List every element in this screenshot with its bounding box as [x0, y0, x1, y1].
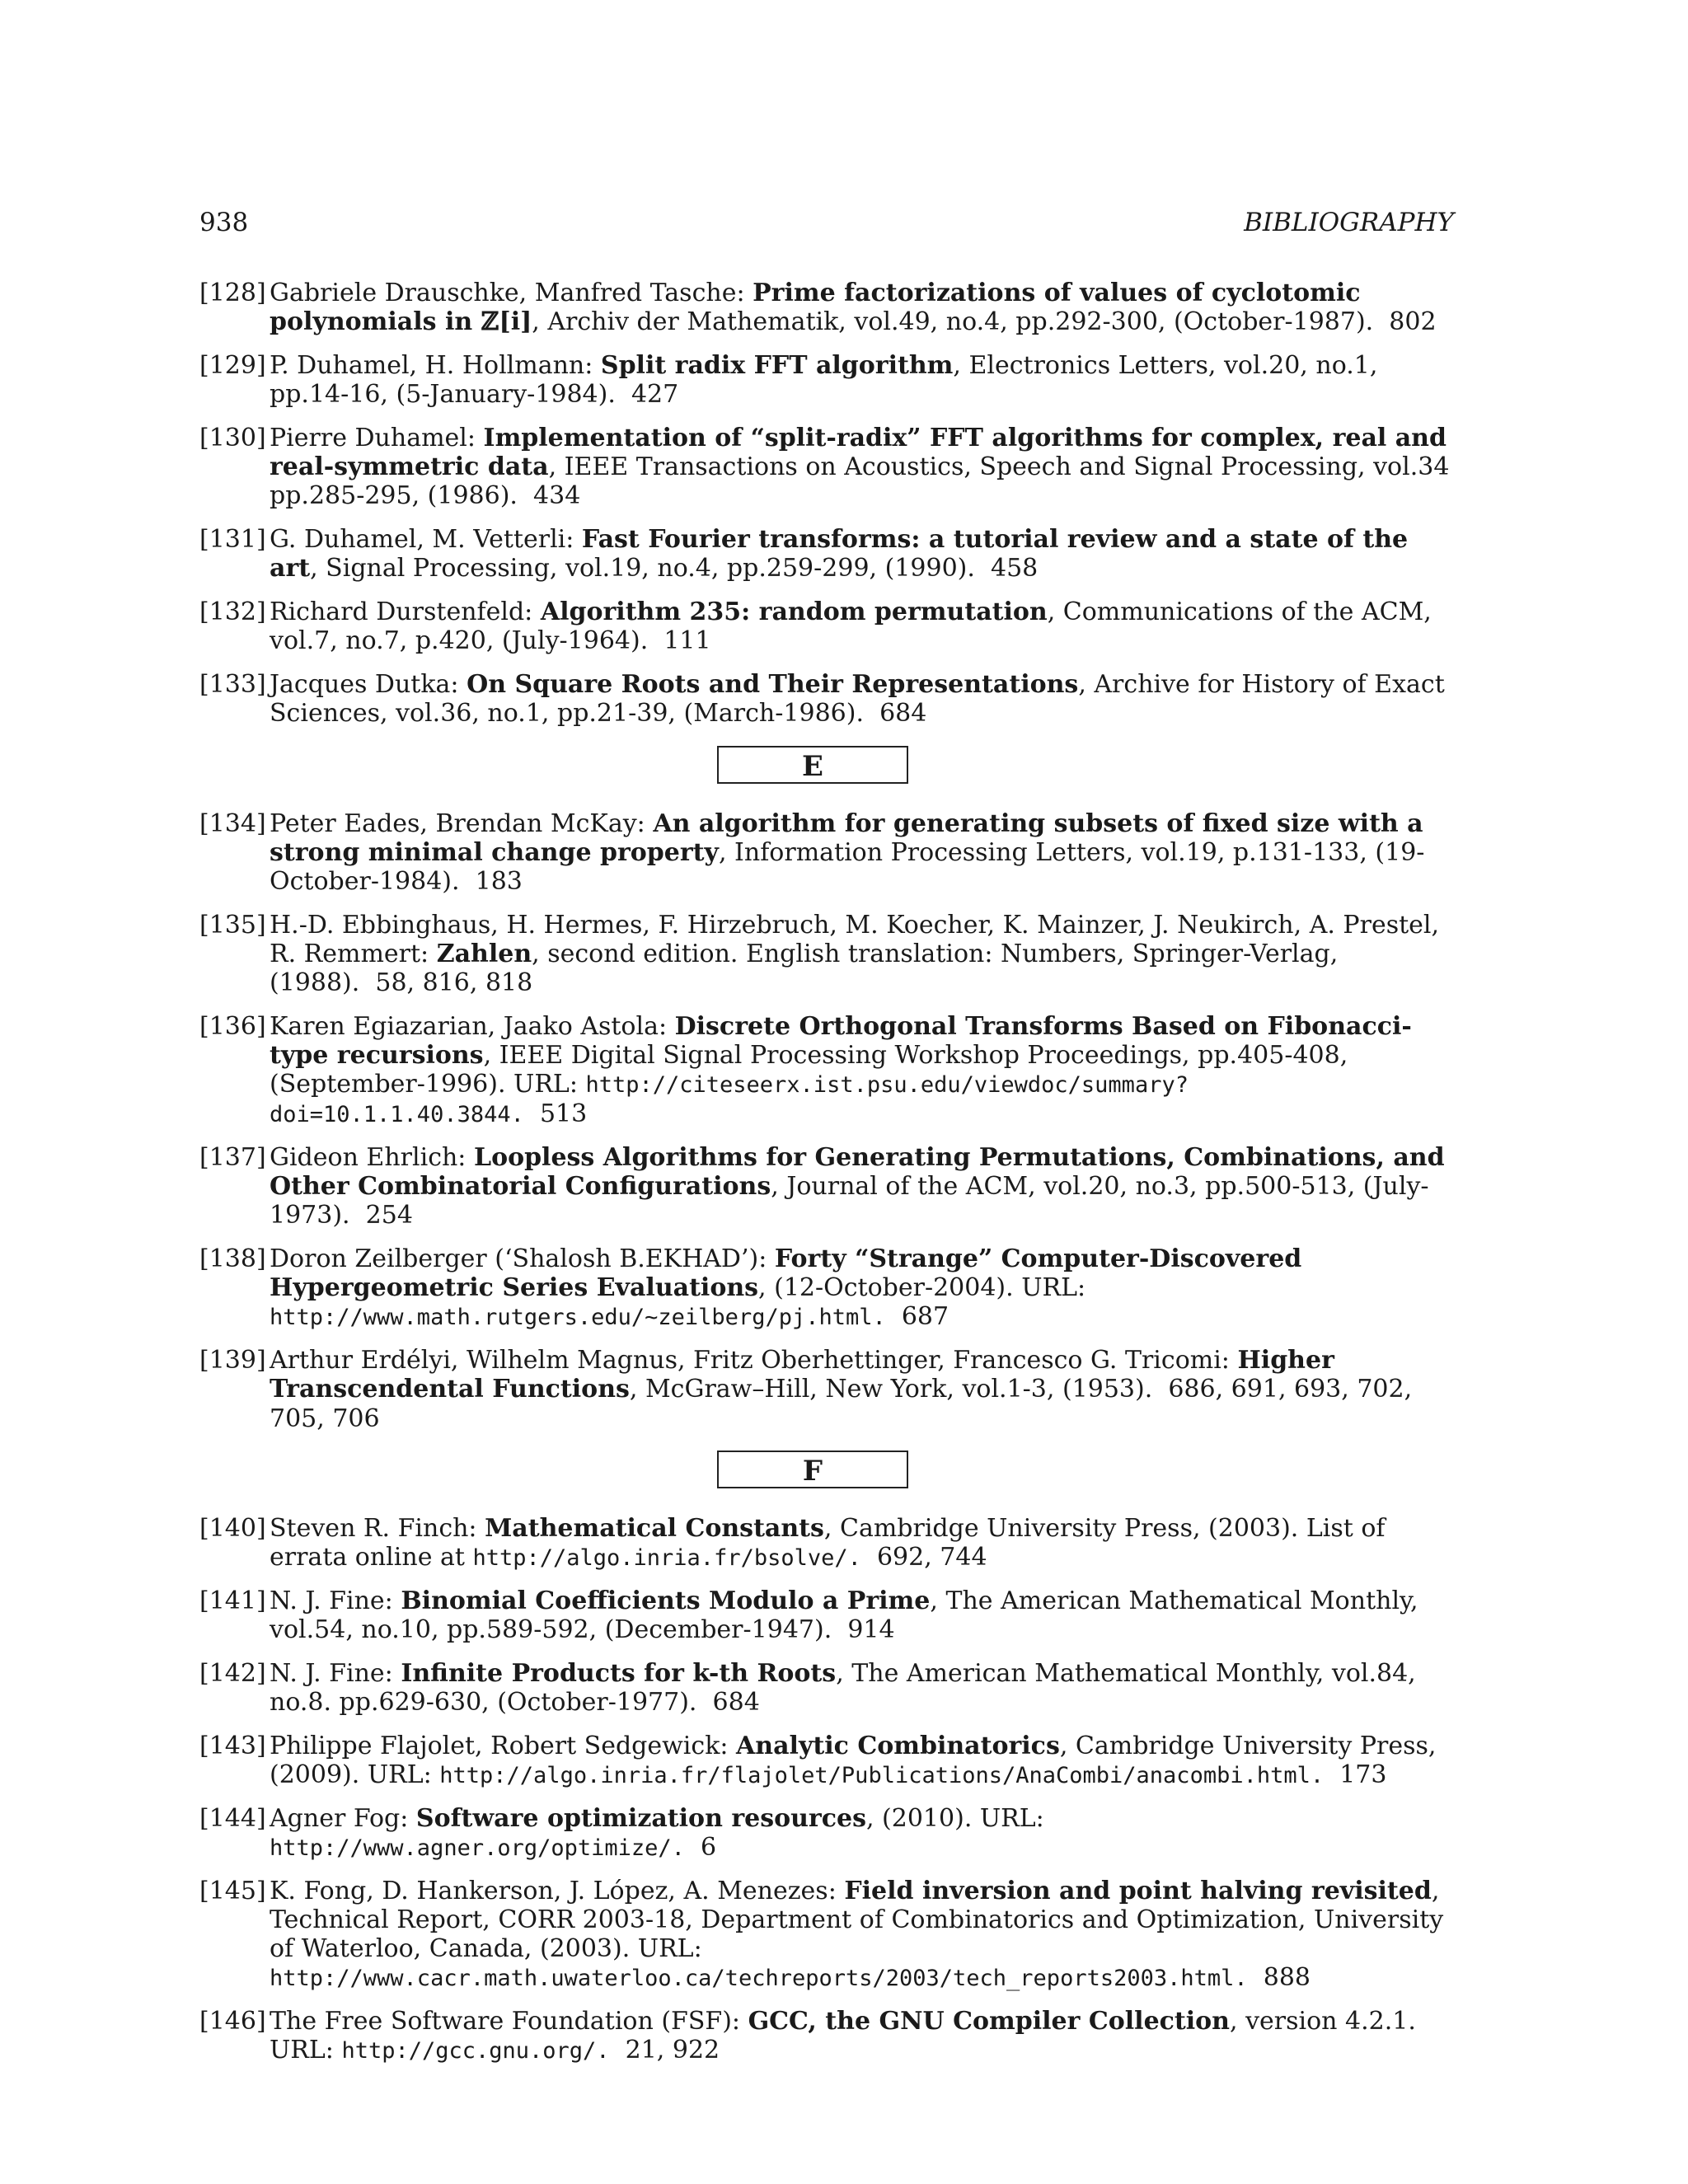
ref-number: [146] [199, 2007, 266, 2036]
ref-number: [140] [199, 1514, 266, 1543]
ref-pages: 21, 922 [625, 2036, 720, 2064]
ref-title: Mathematical Constants [485, 1514, 824, 1543]
ref-number: [145] [199, 1877, 266, 1905]
reference-entry [199, 1732, 1454, 1790]
ref-url[interactable]: http://algo.inria.fr/flajolet/Publications/AnaCombi/anacombi.html. [439, 1763, 1325, 1788]
ref-details: , Technical Report, CORR 2003-18, Department of Combinatorics and Optimization, University of Waterloo, Canada, (2003). URL: [270, 1877, 1444, 1963]
ref-pages: 254 [365, 1201, 413, 1230]
ref-details: , Archive for History of Exact Sciences, vol.36, no.1, pp.21-39, (March-1986). [270, 670, 1445, 728]
ref-authors: Philippe Flajolet, Robert Sedgewick: [270, 1732, 737, 1760]
ref-title: Discrete Orthogonal Transforms Based on Fibonacci-type recursions [270, 1012, 1412, 1070]
ref-number: [138] [199, 1244, 266, 1273]
ref-title: Forty “Strange” Computer-Discovered Hypergeometric Series Evaluations [270, 1244, 1302, 1302]
ref-authors: Richard Durstenfeld: [270, 598, 541, 626]
reference-list [199, 279, 1454, 2079]
ref-pages: 686, 691, 693, 702, 705, 706 [270, 1375, 1413, 1433]
ref-details: , second edition. English translation: Numbers, Springer-Verlag, (1988). [270, 940, 1339, 997]
ref-authors: Peter Eades, Brendan McKay: [270, 809, 654, 838]
ref-pages: 173 [1339, 1760, 1387, 1789]
ref-authors: G. Duhamel, M. Vetterli: [270, 525, 582, 554]
ref-number: [143] [199, 1732, 266, 1760]
ref-title: An algorithm for generating subsets of fixed size with a strong minimal change property [270, 809, 1423, 867]
ref-body [270, 1012, 1454, 1129]
ref-url[interactable]: http://www.agner.org/optimize/. [270, 1835, 685, 1861]
ref-pages: 427 [631, 380, 679, 409]
ref-number: [129] [199, 351, 266, 380]
ref-number: [133] [199, 670, 266, 699]
reference-entry [199, 351, 1454, 410]
ref-number: [130] [199, 424, 266, 452]
ref-details: , IEEE Transactions on Acoustics, Speech and Signal Processing, vol.34 pp.285-295, (1986). [270, 452, 1450, 510]
ref-number: [144] [199, 1804, 266, 1833]
ref-pages: 692, 744 [876, 1543, 987, 1572]
ref-url[interactable]: http://gcc.gnu.org/. [341, 2038, 610, 2064]
ref-url[interactable]: http://citeseerx.ist.psu.edu/viewdoc/summary?doi=10.1.1.40.3844. [270, 1072, 1189, 1127]
ref-title: Field inversion and point halving revisited [844, 1877, 1432, 1905]
ref-number: [136] [199, 1012, 266, 1041]
ref-details: , The American Mathematical Monthly, vol.84, no.8. pp.629-630, (October-1977). [270, 1659, 1416, 1717]
ref-number: [142] [199, 1659, 266, 1688]
ref-title: Higher Transcendental Functions [270, 1346, 1334, 1404]
ref-details: , Communications of the ACM, vol.7, no.7, p.420, (July-1964). [270, 598, 1432, 655]
reference-entry [199, 670, 1454, 729]
ref-pages: 684 [879, 699, 927, 728]
ref-details: , Information Processing Letters, vol.19, p.131-133, (19-October-1984). [270, 838, 1425, 896]
ref-title: Fast Fourier transforms: a tutorial review and a state of the art [270, 525, 1409, 583]
ref-title: Binomial Coefficients Modulo a Prime [401, 1586, 931, 1615]
ref-title: GCC, the GNU Compiler Collection [748, 2007, 1230, 2036]
section-letter-f: F [717, 1451, 908, 1488]
ref-body [270, 351, 1454, 410]
ref-url[interactable]: http://algo.inria.fr/bsolve/. [472, 1545, 861, 1571]
ref-title: On Square Roots and Their Representations [467, 670, 1079, 699]
ref-url[interactable]: http://www.cacr.math.uwaterloo.ca/techreports/2003/tech_reports2003.html. [270, 1966, 1248, 1991]
ref-body [270, 424, 1454, 511]
ref-body [270, 1877, 1454, 1993]
ref-authors: Arthur Erdélyi, Wilhelm Magnus, Fritz Oberhettinger, Francesco G. Tricomi: [270, 1346, 1238, 1375]
ref-title: Zahlen [436, 940, 532, 968]
ref-body [270, 279, 1454, 337]
ref-pages: 687 [901, 1302, 950, 1331]
ref-details: , version 4.2.1. URL: [270, 2007, 1416, 2064]
ref-title: Analytic Combinatorics [736, 1732, 1060, 1760]
reference-entry [199, 598, 1454, 656]
ref-pages: 183 [475, 867, 523, 896]
ref-authors: H.-D. Ebbinghaus, H. Hermes, F. Hirzebruch, M. Koecher, K. Mainzer, J. Neukirch, A. Prestel, R. Remmert: [270, 911, 1440, 968]
ref-pages: 914 [847, 1615, 895, 1644]
ref-number: [134] [199, 809, 266, 838]
reference-entry [199, 424, 1454, 511]
ref-details: , (2010). URL: [865, 1804, 1044, 1833]
ref-title: Infinite Products for k-th Roots [401, 1659, 837, 1688]
ref-authors: The Free Software Foundation (FSF): [270, 2007, 748, 2036]
ref-details: , Electronics Letters, vol.20, no.1, pp.14-16, (5-January-1984). [270, 351, 1378, 409]
ref-pages: 58, 816, 818 [375, 968, 533, 997]
ref-body [270, 1244, 1454, 1332]
ref-details: , The American Mathematical Monthly, vol.54, no.10, pp.589-592, (December-1947). [270, 1586, 1418, 1644]
reference-entry [199, 809, 1454, 897]
ref-details: , Cambridge University Press, (2009). URL: [270, 1732, 1437, 1789]
reference-entry [199, 1514, 1454, 1572]
reference-entry [199, 1659, 1454, 1718]
ref-title: Software optimization resources [415, 1804, 866, 1833]
page-number: 938 [199, 208, 249, 237]
ref-authors: Gabriele Drauschke, Manfred Tasche: [270, 279, 753, 307]
ref-details: , McGraw–Hill, New York, vol.1-3, (1953). [629, 1375, 1153, 1404]
ref-title: Algorithm 235: random permutation [540, 598, 1048, 626]
ref-authors: Doron Zeilberger (‘Shalosh B.EKHAD’): [270, 1244, 775, 1273]
ref-number: [141] [199, 1586, 266, 1615]
ref-authors: Agner Fog: [270, 1804, 416, 1833]
section-letter-e: E [717, 746, 908, 784]
ref-authors: N. J. Fine: [270, 1659, 401, 1688]
ref-details: , Journal of the ACM, vol.20, no.3, pp.500-513, (July-1973). [270, 1172, 1429, 1230]
ref-number: [137] [199, 1143, 266, 1172]
ref-pages: 434 [533, 481, 581, 510]
ref-pages: 513 [539, 1099, 588, 1128]
ref-number: [128] [199, 279, 266, 307]
reference-entry [199, 911, 1454, 998]
ref-body [270, 1514, 1454, 1572]
ref-body [270, 1804, 1454, 1863]
ref-pages: 6 [701, 1833, 717, 1862]
reference-entry [199, 1877, 1454, 1993]
running-header [199, 204, 1454, 241]
ref-details: , (12-October-2004). URL: [758, 1273, 1086, 1302]
ref-authors: K. Fong, D. Hankerson, J. López, A. Menezes: [270, 1877, 845, 1905]
ref-body [270, 670, 1454, 729]
ref-pages: 802 [1389, 307, 1437, 336]
reference-entry [199, 1143, 1454, 1230]
ref-details: , Signal Processing, vol.19, no.4, pp.259-299, (1990). [310, 554, 975, 583]
reference-entry [199, 2007, 1454, 2065]
ref-number: [135] [199, 911, 266, 940]
reference-entry [199, 1012, 1454, 1129]
ref-details: , Archiv der Mathematik, vol.49, no.4, pp.292-300, (October-1987). [532, 307, 1374, 336]
ref-authors: Karen Egiazarian, Jaako Astola: [270, 1012, 675, 1041]
ref-title: Loopless Algorithms for Generating Permutations, Combinations, and Other Combinatorial Configurations [270, 1143, 1445, 1201]
reference-entry [199, 279, 1454, 337]
ref-authors: Pierre Duhamel: [270, 424, 484, 452]
reference-entry [199, 1244, 1454, 1332]
ref-body [270, 911, 1454, 998]
ref-body [270, 1143, 1454, 1230]
ref-title: Implementation of “split-radix” FFT algorithms for complex, real and real-symmetric data [270, 424, 1447, 481]
reference-entry [199, 1804, 1454, 1863]
ref-number: [139] [199, 1346, 266, 1375]
ref-details: , Cambridge University Press, (2003). List of errata online at [270, 1514, 1386, 1572]
ref-body [270, 598, 1454, 656]
ref-authors: Jacques Dutka: [270, 670, 467, 699]
ref-title: Prime factorizations of values of cyclotomic polynomials in ℤ[i] [270, 279, 1361, 336]
ref-authors: N. J. Fine: [270, 1586, 401, 1615]
reference-entry [199, 1346, 1454, 1433]
reference-entry [199, 525, 1454, 583]
ref-url[interactable]: http://www.math.rutgers.edu/~zeilberg/pj.html. [270, 1305, 886, 1330]
ref-body [270, 1732, 1454, 1790]
ref-authors: P. Duhamel, H. Hollmann: [270, 351, 601, 380]
ref-title: Split radix FFT algorithm [600, 351, 954, 380]
ref-body [270, 1659, 1454, 1718]
ref-authors: Steven R. Finch: [270, 1514, 485, 1543]
ref-pages: 458 [990, 554, 1039, 583]
ref-body [270, 1346, 1454, 1433]
section-title: BIBLIOGRAPHY [1244, 208, 1454, 237]
ref-body [270, 809, 1454, 897]
ref-pages: 684 [712, 1688, 760, 1717]
ref-pages: 888 [1263, 1963, 1311, 1992]
ref-details: , IEEE Digital Signal Processing Workshop Proceedings, pp.405-408, (September-1996). URL: [270, 1041, 1348, 1099]
ref-number: [132] [199, 598, 266, 626]
ref-pages: 111 [663, 626, 711, 655]
reference-entry [199, 1586, 1454, 1645]
ref-authors: Gideon Ehrlich: [270, 1143, 474, 1172]
ref-number: [131] [199, 525, 266, 554]
ref-body [270, 525, 1454, 583]
ref-body [270, 1586, 1454, 1645]
ref-body [270, 2007, 1454, 2065]
